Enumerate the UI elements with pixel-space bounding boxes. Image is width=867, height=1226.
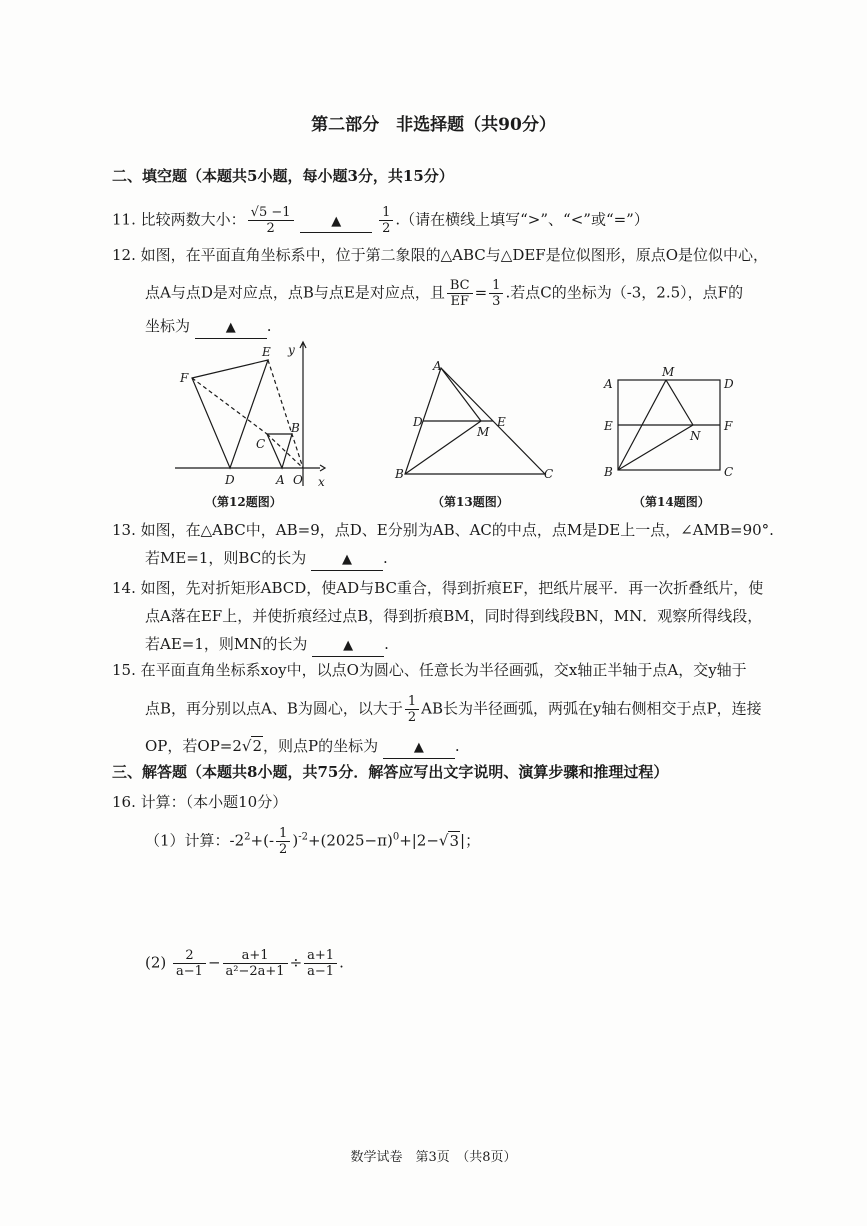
question-12-line1 xyxy=(112,245,768,265)
label-A: A xyxy=(276,473,285,487)
fraction: $\frac{√5 -1}{2}$ xyxy=(248,205,294,236)
question-text: .（请在横线上填写“>”、“<”或“=”） xyxy=(395,210,649,229)
label-x: x xyxy=(318,475,325,488)
triangle-def xyxy=(192,360,268,468)
label-E: E xyxy=(604,419,613,433)
triangle-abc xyxy=(267,434,292,468)
label-N: N xyxy=(690,429,701,443)
question-11 xyxy=(112,205,649,236)
question-15-line3: OP，若OP=2√2，则点P的坐标为 ▲ . xyxy=(145,736,460,759)
page-footer: 数学试卷 第3页 （共8页） xyxy=(350,1150,517,1165)
fraction: $\frac{1}{2}$ xyxy=(405,694,419,725)
fraction: $\frac{1}{2}$ xyxy=(379,205,393,236)
question-12-line3: 坐标为 ▲ . xyxy=(145,316,272,339)
question-text: OP，若OP=2 xyxy=(145,737,242,755)
fraction: $\frac{1}{2}$ xyxy=(276,826,290,857)
label-M: M xyxy=(662,365,675,379)
question-text: 若ME=1，则BC的长为 xyxy=(145,549,307,567)
label-B: B xyxy=(395,467,404,481)
figure-14-caption: （第14题图） xyxy=(633,495,710,509)
figure-13-caption: （第13题图） xyxy=(432,495,509,509)
label-C: C xyxy=(256,437,266,451)
figure-12-caption: （第12题图） xyxy=(205,495,282,509)
question-15-line2 xyxy=(145,694,762,725)
question-number: 11. xyxy=(112,210,136,229)
label-C: C xyxy=(544,467,554,481)
question-text: 点A与点D是对应点，点B与点E是对应点，且 xyxy=(145,283,445,302)
segment-bn xyxy=(618,425,693,470)
question-number: 16. xyxy=(112,793,136,811)
question-text: ，则点P的坐标为 xyxy=(263,737,379,755)
label-y: y xyxy=(288,343,295,357)
question-text: .若点C的坐标为（-3，2.5），点F的 xyxy=(505,283,744,302)
label-C: C xyxy=(724,465,734,479)
question-14-line2 xyxy=(145,606,762,626)
fraction: $\frac{1}{3}$ xyxy=(489,278,503,309)
answer-blank[interactable]: ▲ xyxy=(195,316,267,339)
question-16-part2: (2) $\frac{2}{a-1}$ − $\frac{a+1}{\text{a²−2a+1}}$ ÷ $\frac{a+1}{a-1}$ . xyxy=(145,948,344,979)
question-13-line2: 若ME=1，则BC的长为 ▲ . xyxy=(145,548,388,571)
label-D: D xyxy=(413,415,423,429)
figure-14 xyxy=(598,362,748,482)
label-B: B xyxy=(291,421,300,435)
question-number: 13. xyxy=(112,521,136,539)
label-F: F xyxy=(180,371,189,385)
question-text: 点A落在EF上，并使折痕经过点B，得到折痕BM，同时得到线段BN，MN．观察所得线段， xyxy=(145,607,763,625)
question-text: 在平面直角坐标系xoy中，以点O为圆心、任意长为半径画弧，交x轴正半轴于点A，交y轴于 xyxy=(140,661,747,679)
segment-mn xyxy=(666,380,693,425)
label-F: F xyxy=(724,419,733,433)
question-14-line3: 若AE=1，则MN的长为 ▲ . xyxy=(145,634,389,657)
label-M: M xyxy=(477,425,490,439)
label-A: A xyxy=(604,377,613,391)
answer-blank[interactable]: ▲ xyxy=(311,548,383,571)
label-A: A xyxy=(433,359,442,373)
page-title: 第二部分 非选择题（共90分） xyxy=(311,115,556,135)
fraction: $\frac{BC}{EF}$ xyxy=(447,278,473,309)
question-15-line1 xyxy=(112,660,747,680)
question-16-head xyxy=(112,792,287,812)
question-number: 14. xyxy=(112,579,136,597)
question-text: 计算：（本小题10分） xyxy=(140,793,288,811)
question-14-line1 xyxy=(112,578,763,598)
fraction: $\frac{a+1}{a-1}$ xyxy=(304,948,337,979)
question-text: 坐标为 xyxy=(145,317,191,335)
fraction: $\frac{2}{a-1}$ xyxy=(173,948,206,979)
section-heading-solutions: 三、解答题（本题共8小题，共75分．解答应写出文字说明、演算步骤和推理过程） xyxy=(112,763,669,781)
section-heading-fill-blank: 二、填空题（本题共5小题，每小题3分，共15分） xyxy=(112,167,454,185)
label-O: O xyxy=(293,473,303,487)
answer-blank[interactable]: ▲ xyxy=(312,634,384,657)
question-text: 比较两数大小： xyxy=(140,210,246,229)
question-text: 如图，先对折矩形ABCD，使AD与BC重合，得到折痕EF，把纸片展平．再一次折叠纸片，使 xyxy=(140,579,764,597)
label-B: B xyxy=(604,465,613,479)
segment-am xyxy=(441,368,481,421)
question-number: 15. xyxy=(112,661,136,679)
question-13-line1 xyxy=(112,520,774,540)
label-D: D xyxy=(724,377,734,391)
label-E: E xyxy=(497,415,506,429)
question-text: 如图，在△ABC中，AB=9，点D、E分别为AB、AC的中点，点M是DE上一点，∠AMB=90°. xyxy=(140,521,774,539)
answer-blank[interactable]: ▲ xyxy=(383,736,455,759)
label-E: E xyxy=(262,345,271,359)
question-text: 如图，在平面直角坐标系中，位于第二象限的△ABC与△DEF是位似图形，原点O是位似中心， xyxy=(140,246,769,264)
label-D: D xyxy=(225,473,235,487)
question-text: AB长为半径画弧，两弧在y轴右侧相交于点P，连接 xyxy=(421,699,762,718)
figure-13 xyxy=(393,356,563,486)
question-text: 点B，再分别以点A、B为圆心，以大于 xyxy=(145,699,403,718)
question-text: 若AE=1，则MN的长为 xyxy=(145,635,308,653)
question-16-part1: （1）计算：$-2^2+(-$ $\frac{1}{2}$ )$^{-2}+(2025-\pi)^0+|2-√3|$； xyxy=(145,826,481,857)
answer-blank[interactable]: ▲ xyxy=(300,210,372,233)
figure-12 xyxy=(170,338,340,488)
question-number: 12. xyxy=(112,246,136,264)
fraction: $\frac{a+1}{\text{a²−2a+1}}$ xyxy=(223,948,288,979)
question-12-line2: 点A与点D是对应点，点B与点E是对应点，且 $\frac{BC}{EF}$ = $\frac{1}{3}$ .若点C的坐标为（-3，2.5），点F的 xyxy=(145,278,744,309)
